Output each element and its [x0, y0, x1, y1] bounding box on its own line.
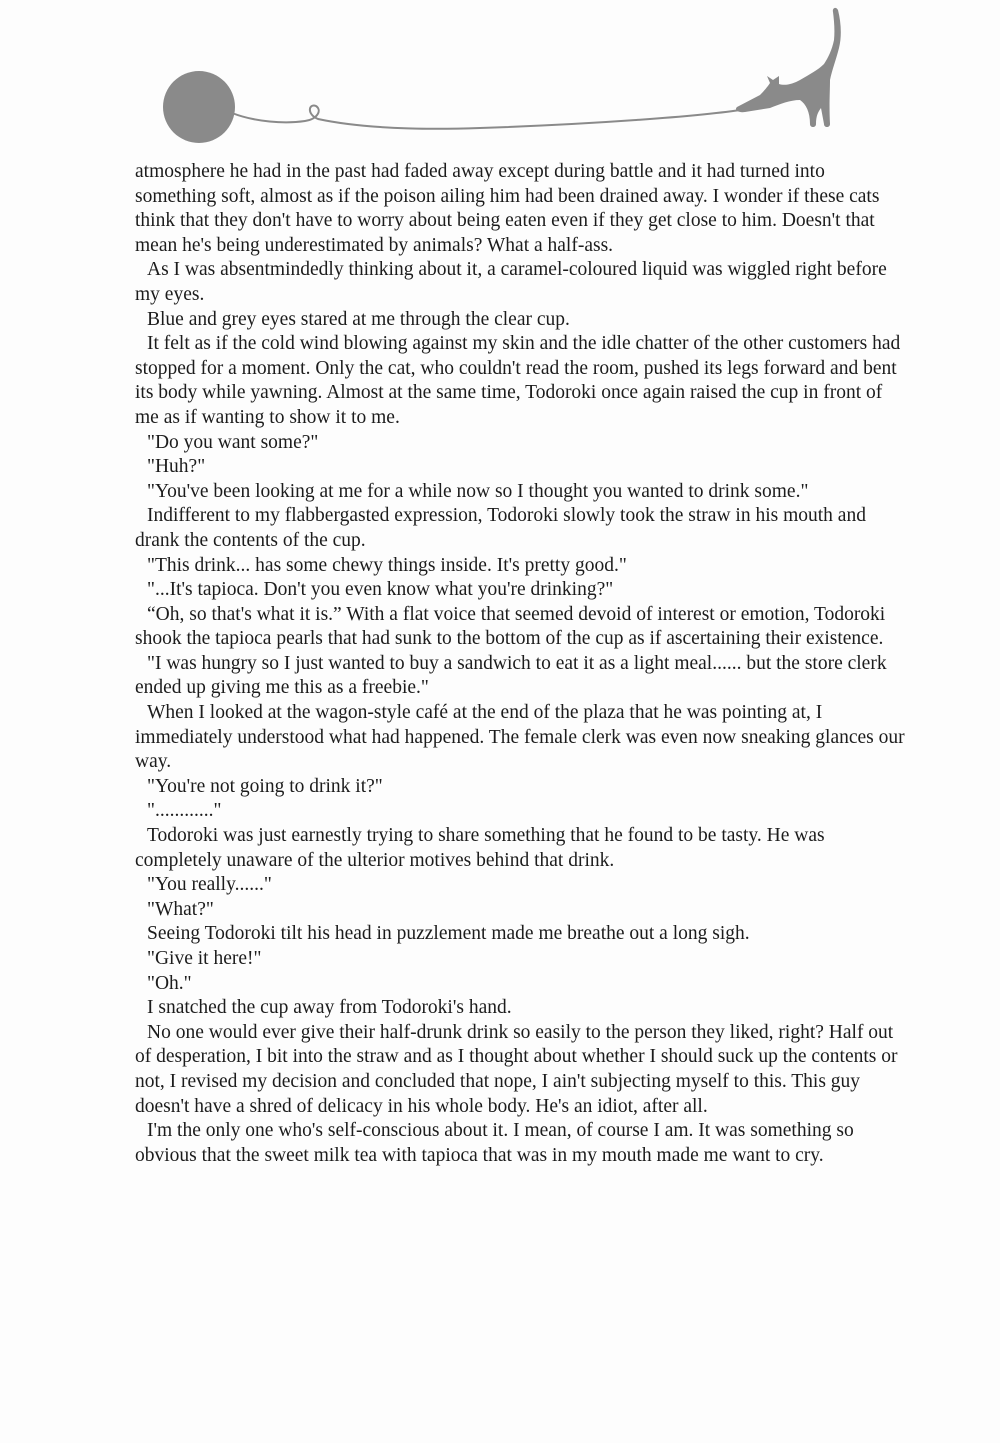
paragraph: "Oh." — [147, 972, 192, 994]
paragraph: No one would ever give their half-drunk drink so easily to the person they liked, right? Half out of desperation, I bit into the straw and as I thought about whether I should suck up the contents or not, I revised my decision and concluded that nope, I ain't subjecting myself to this. This guy doesn't have a shred of delicacy in his whole body. He's an idiot, after all. — [135, 1021, 898, 1117]
paragraph: "What?" — [147, 898, 214, 920]
paragraph: "I was hungry so I just wanted to buy a sandwich to eat it as a light meal...... but the store clerk ended up giving me this as a freebie." — [135, 652, 887, 699]
paragraph: “Oh, so that's what it is.” With a flat voice that seemed devoid of interest or emotion, Todoroki shook the tapioca pearls that had sunk to the bottom of the cup as if ascertaining their existence. — [135, 603, 886, 650]
stretching-cat-icon — [736, 8, 841, 127]
paragraph: atmosphere he had in the past had faded away except during battle and it had turned into something soft, almost as if the poison ailing him had been drained away. I wonder if these cats think that they don't have to worry about being eaten even if they get close to him. Doesn't that mean he's being underestimated by animals? What a half-ass. — [135, 161, 880, 256]
yarn-ball-icon — [163, 71, 235, 143]
paragraph: "You really......" — [147, 874, 272, 896]
paragraph: When I looked at the wagon-style café at the end of the plaza that he was pointing at, I immediately understood what had happened. The female clerk was even now sneaking glances our way. — [135, 702, 905, 773]
paragraph: "Huh?" — [147, 456, 206, 478]
paragraph: "Do you want some?" — [147, 431, 319, 453]
header-decoration — [0, 0, 1000, 150]
paragraph: I'm the only one who's self-conscious about it. I mean, of course I am. It was something so obvious that the sweet milk tea with tapioca that was in my mouth made me want to cry. — [135, 1120, 854, 1166]
paragraph: I snatched the cup away from Todoroki's hand. — [147, 997, 512, 1019]
paragraph: "You've been looking at me for a while now so I thought you wanted to drink some." — [147, 480, 809, 502]
yarn-string — [232, 105, 740, 128]
paragraph: "............" — [147, 800, 222, 822]
paragraph: "Give it here!" — [147, 948, 262, 969]
paragraph: Todoroki was just earnestly trying to share something that he found to be tasty. He was completely unaware of the ulterior motives behind that drink. — [135, 825, 825, 871]
paragraph: "This drink... has some chewy things inside. It's pretty good." — [147, 554, 627, 576]
paragraph: "You're not going to drink it?" — [147, 775, 383, 797]
paragraph: It felt as if the cold wind blowing against my skin and the idle chatter of the other customers had stopped for a moment. Only the cat, who couldn't read the room, pushed its legs forward and bent its body while yawning. Almost at the same time, Todoroki once again raised the cup in front of me as if wanting to show it to me. — [135, 333, 901, 428]
paragraph: As I was absentmindedly thinking about it, a caramel-coloured liquid was wiggled right before my eyes. — [135, 259, 887, 305]
paragraph: Seeing Todoroki tilt his head in puzzlement made me breathe out a long sigh. — [147, 923, 750, 945]
story-text — [135, 160, 905, 1168]
paragraph: "...It's tapioca. Don't you even know what you're drinking?" — [147, 579, 614, 601]
paragraph: Blue and grey eyes stared at me through the clear cup. — [147, 308, 570, 330]
paragraph: Indifferent to my flabbergasted expression, Todoroki slowly took the straw in his mouth and drank the contents of the cup. — [135, 505, 866, 551]
